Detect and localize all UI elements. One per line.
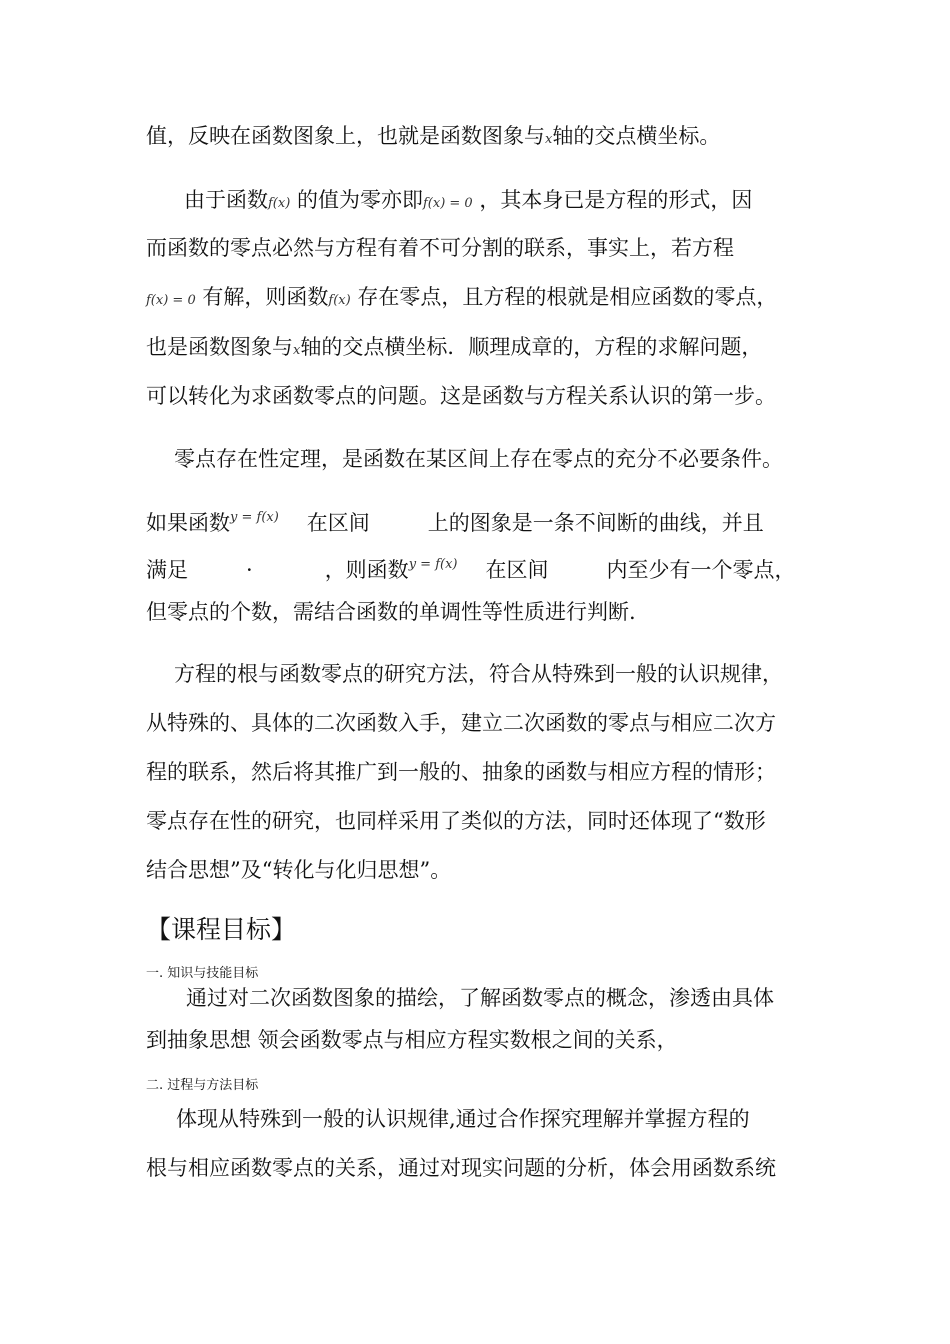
paragraph-line: 到抽象思想 领会函数零点与相应方程实数根之间的关系，	[146, 1028, 678, 1052]
paragraph-line: 结合思想”及“转化与化归思想”。	[146, 858, 452, 882]
math-x: x	[545, 132, 553, 147]
math-dot: ·	[246, 558, 253, 582]
paragraph-line: 从特殊的、具体的二次函数入手，建立二次函数的零点与相应二次方	[146, 711, 776, 735]
paragraph-line: 由于函数f(x) 的值为零亦即f(x) = 0 ，其本身已是方程的形式，因	[184, 185, 752, 219]
paragraph-line: 通过对二次函数图象的描绘，了解函数零点的概念，渗透由具体	[186, 986, 774, 1010]
paragraph-line: 方程的根与函数零点的研究方法，符合从特殊到一般的认识规律，	[174, 662, 783, 686]
subsection-title: 一. 知识与技能目标	[146, 966, 259, 981]
paragraph-line: 零点存在性定理，是函数在某区间上存在零点的充分不必要条件。	[174, 447, 783, 471]
math-fx-eq-0: f(x) = 0	[146, 293, 196, 308]
paragraph-line: f(x) = 0 有解，则函数f(x) 存在零点，且方程的根就是相应函数的零点，	[146, 282, 777, 316]
paragraph-line: 根与相应函数零点的关系，通过对现实问题的分析，体会用函数系统	[146, 1156, 776, 1180]
math-fx-eq-0: f(x) = 0	[422, 196, 473, 211]
math-fx: f(x)	[328, 293, 351, 308]
math-y-eq-fx: y = f(x)	[230, 510, 279, 525]
paragraph-line: 也是函数图象与x轴的交点横坐标．顺理成章的，方程的求解问题，	[146, 332, 762, 366]
paragraph-line: 满足 · ，则函数y = f(x) 在区间 内至少有一个零点，	[146, 550, 795, 585]
paragraph-line: 而函数的零点必然与方程有着不可分割的联系，事实上，若方程	[146, 236, 734, 260]
paragraph-line: 体现从特殊到一般的认识规律,通过合作探究理解并掌握方程的	[176, 1107, 750, 1131]
math-fx: f(x)	[268, 196, 291, 211]
paragraph-line: 程的联系，然后将其推广到一般的、抽象的函数与相应方程的情形；	[146, 760, 776, 784]
paragraph-line: 如果函数y = f(x) 在区间 上的图象是一条不间断的曲线，并且	[146, 503, 764, 538]
paragraph-line: 可以转化为求函数零点的问题。这是函数与方程关系认识的第一步。	[146, 384, 776, 408]
subsection-title: 二. 过程与方法目标	[146, 1078, 259, 1093]
paragraph-line: 但零点的个数，需结合函数的单调性等性质进行判断.	[146, 600, 636, 624]
math-x: x	[293, 343, 301, 358]
section-heading: 【课程目标】	[146, 915, 297, 944]
paragraph-line: 零点存在性的研究，也同样采用了类似的方法，同时还体现了“数形	[146, 809, 766, 833]
paragraph-line: 值，反映在函数图象上，也就是函数图象与x轴的交点横坐标。	[146, 121, 720, 155]
math-y-eq-fx: y = f(x)	[408, 557, 458, 572]
